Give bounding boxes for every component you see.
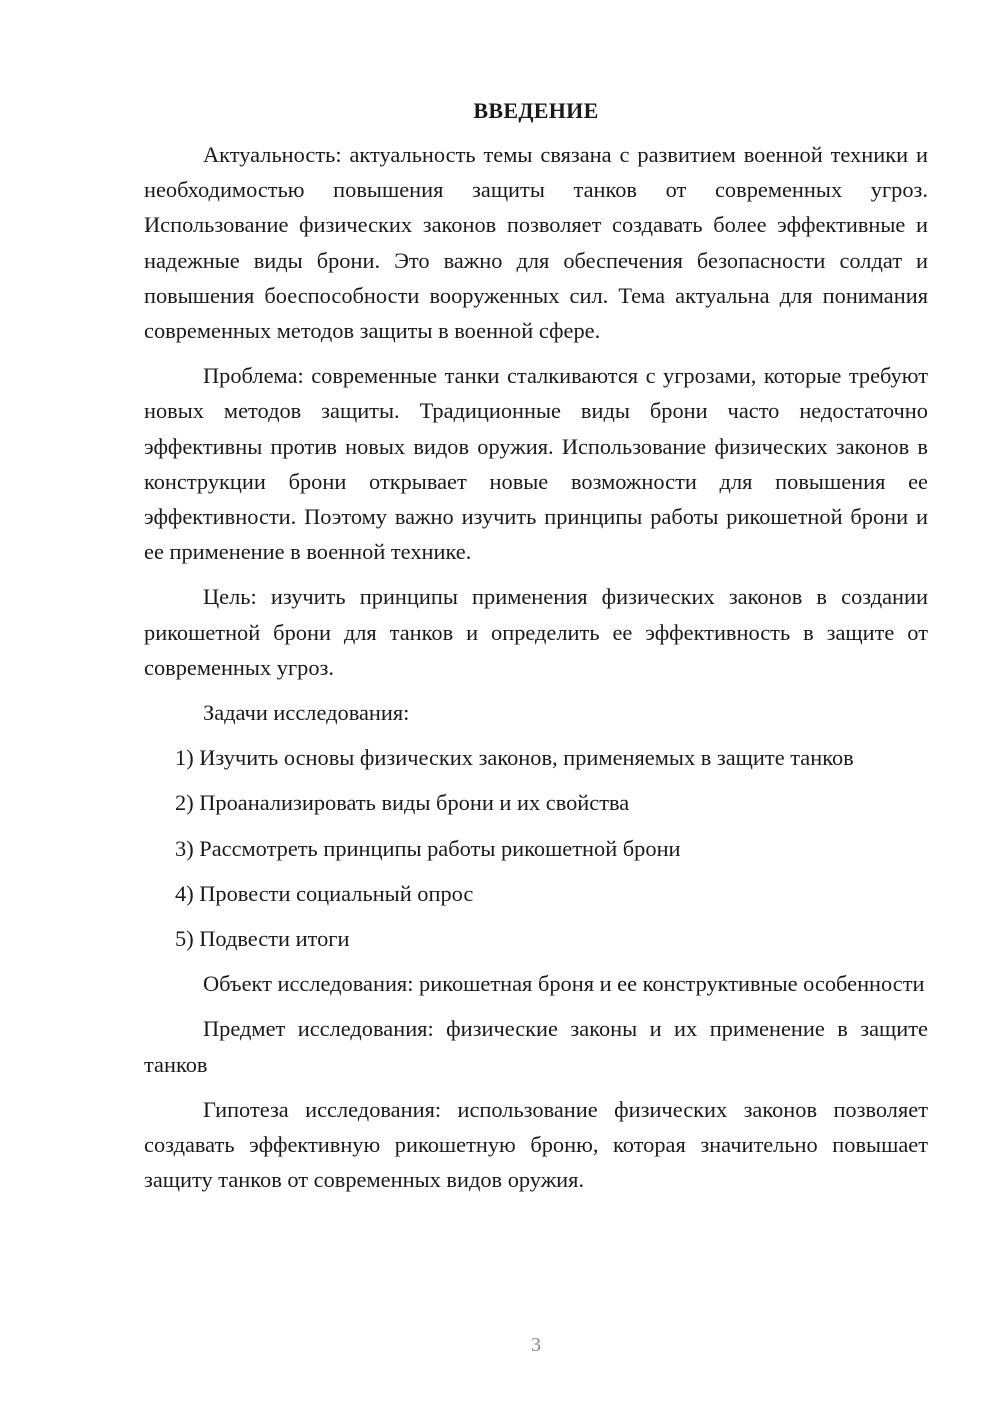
page-title: ВВЕДЕНИЕ bbox=[473, 98, 599, 123]
tasks-heading: Задачи исследования: bbox=[203, 700, 410, 726]
list-item: 2) Проанализировать виды брони и их свойства bbox=[175, 790, 630, 816]
list-item: 3) Рассмотреть принципы работы рикошетной брони bbox=[175, 835, 681, 861]
subject-paragraph: Предмет исследования: физические законы и их применение в защите танков bbox=[144, 1016, 928, 1077]
object-paragraph: Объект исследования: рикошетная броня и ее конструктивные особенности bbox=[203, 971, 925, 997]
list-item: 1) Изучить основы физических законов, применяемых в защите танков bbox=[175, 745, 854, 771]
problem-paragraph: Проблема: современные танки сталкиваются с угрозами, которые требуют новых методов защиты. Традиционные виды брони часто недостаточно эффективны против новых видов оружия. Использование физических законов в конструкции брони открывает новые возможности для повышения ее эффективности. Поэтому важно изучить принципы работы рикошетной брони и ее применение в военной технике. bbox=[144, 363, 928, 565]
goal-paragraph: Цель: изучить принципы применения физических законов в создании рикошетной брони для танков и определить ее эффективность в защите от современных угроз. bbox=[144, 584, 928, 680]
hypothesis-paragraph: Гипотеза исследования: использование физических законов позволяет создавать эффективную рикошетную броню, которая значительно повышает защиту танков от современных видов оружия. bbox=[144, 1096, 928, 1193]
tasks-list bbox=[144, 740, 928, 956]
document-page bbox=[144, 95, 928, 1207]
relevance-paragraph: Актуальность: актуальность темы связана с развитием военной техники и необходимостью повышения защиты танков от современных угроз. Использование физических законов позволяет создавать более эффективные и надежные виды брони. Это важно для обеспечения безопасности солдат и повышения боеспособности вооруженных сил. Тема актуальна для понимания современных методов защиты в военной сфере. bbox=[144, 142, 928, 344]
page-number: 3 bbox=[531, 1334, 541, 1356]
list-item: 4) Провести социальный опрос bbox=[175, 880, 474, 906]
list-item: 5) Подвести итоги bbox=[175, 926, 350, 952]
